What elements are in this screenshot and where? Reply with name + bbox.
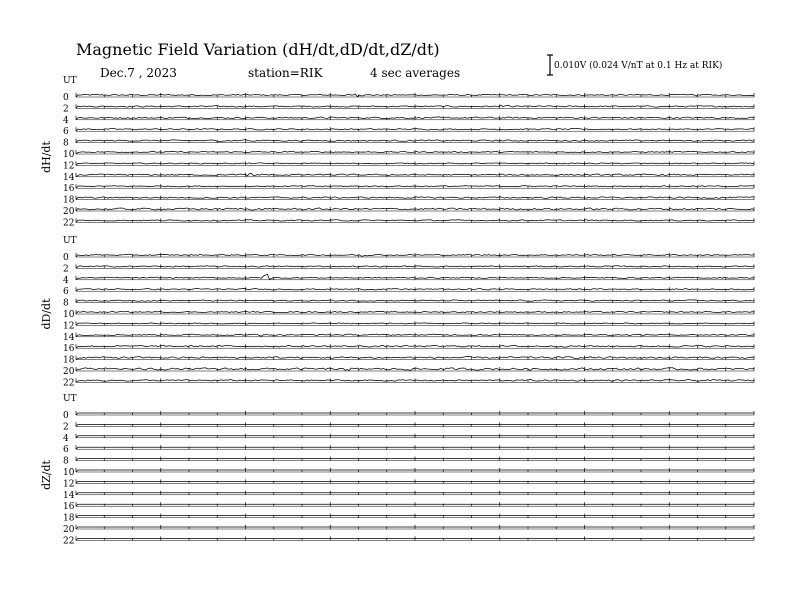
- row-hour-label: 0: [63, 93, 69, 103]
- row-hour-label: 14: [63, 172, 75, 183]
- row-hour-label: 20: [63, 525, 75, 535]
- row-hour-label: 4: [63, 115, 69, 126]
- panel-ylabel: dZ/dt: [40, 460, 53, 490]
- row-hour-label: 6: [63, 287, 69, 298]
- station-label: station=RIK: [248, 66, 323, 80]
- row-hour-label: 16: [63, 184, 75, 195]
- chart-title: Magnetic Field Variation (dH/dt,dD/dt,dZ/dt): [76, 40, 440, 59]
- row-hour-label: 2: [63, 422, 69, 433]
- row-hour-label: 12: [63, 321, 75, 332]
- row-hour-label: 6: [63, 445, 69, 456]
- row-hour-label: 22: [63, 378, 75, 389]
- row-hour-label: 18: [63, 513, 75, 524]
- row-hour-label: 22: [63, 536, 75, 547]
- row-hour-label: 20: [63, 367, 75, 377]
- row-hour-label: 4: [63, 433, 69, 444]
- row-hour-label: 14: [63, 490, 75, 501]
- averaging-label: 4 sec averages: [370, 66, 461, 80]
- row-hour-label: 14: [63, 332, 75, 343]
- date-label: Dec.7 , 2023: [100, 66, 177, 80]
- scale-text: 0.010V (0.024 V/nT at 0.1 Hz at RIK): [554, 61, 723, 71]
- row-hour-label: 8: [63, 298, 69, 309]
- row-hour-label: 2: [63, 104, 69, 115]
- ut-axis-label: UT: [63, 236, 77, 246]
- row-hour-label: 12: [63, 479, 75, 490]
- row-hour-label: 0: [63, 253, 69, 263]
- row-hour-label: 16: [63, 344, 75, 355]
- row-hour-label: 4: [63, 275, 69, 286]
- row-hour-label: 12: [63, 161, 75, 172]
- ut-axis-label: UT: [63, 76, 77, 86]
- row-hour-label: 16: [63, 502, 75, 513]
- ut-axis-label: UT: [63, 394, 77, 404]
- row-hour-label: 10: [63, 150, 75, 160]
- row-hour-label: 6: [63, 127, 69, 138]
- row-hour-label: 0: [63, 411, 69, 421]
- row-hour-label: 8: [63, 456, 69, 467]
- row-hour-label: 22: [63, 218, 75, 229]
- row-hour-label: 18: [63, 195, 75, 206]
- row-hour-label: 10: [63, 310, 75, 320]
- panel-ylabel: dD/dt: [40, 298, 53, 330]
- panel-ylabel: dH/dt: [40, 141, 53, 173]
- row-hour-label: 8: [63, 138, 69, 149]
- row-hour-label: 2: [63, 264, 69, 275]
- row-hour-label: 20: [63, 207, 75, 217]
- row-hour-label: 10: [63, 468, 75, 478]
- row-hour-label: 18: [63, 355, 75, 366]
